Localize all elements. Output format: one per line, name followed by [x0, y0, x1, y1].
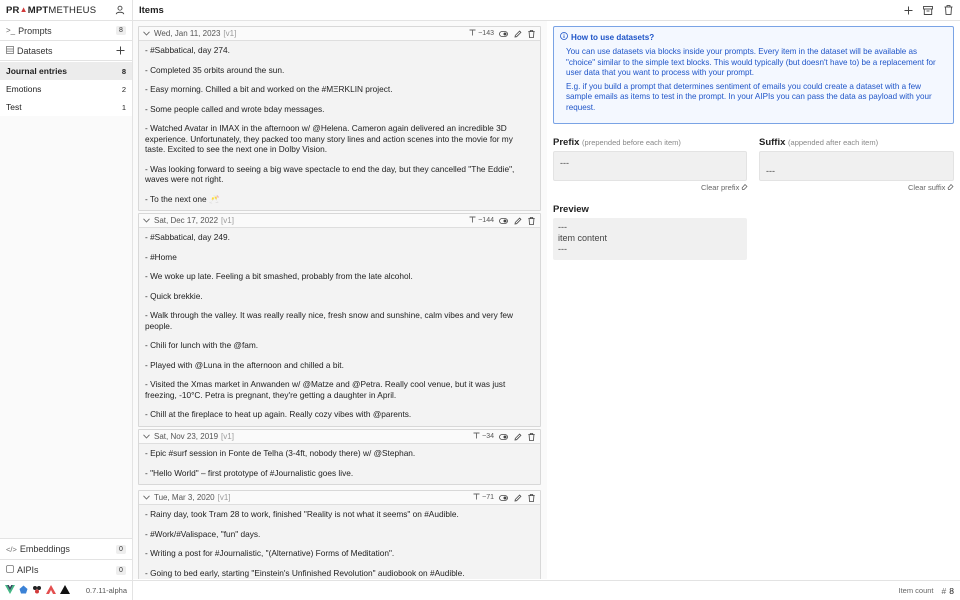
items-list[interactable] — [133, 21, 547, 579]
item-line: - #Sabbatical, day 274. — [145, 45, 230, 55]
nuxt-icon[interactable] — [46, 585, 56, 596]
hash-icon: # — [941, 585, 947, 596]
dataset-count: 8 — [121, 66, 126, 76]
suffix-hint: (appended after each item) — [788, 138, 879, 147]
token-icon — [469, 29, 476, 38]
item-date: Tue, Mar 3, 2020 — [154, 493, 215, 502]
eraser-icon — [947, 183, 954, 192]
dataset-count: 1 — [121, 102, 126, 112]
trash-icon[interactable] — [527, 432, 536, 441]
item-tools — [469, 29, 536, 38]
token-icon — [473, 493, 480, 502]
item-line: - "Hello World" – first prototype of #Journalistic goes live. — [145, 467, 354, 478]
toggle-icon[interactable] — [499, 216, 508, 225]
item-line: - Rainy day, took Tram 28 to work, finished "Reality is not what it seems" on #Audible. — [145, 509, 459, 519]
trash-icon[interactable] — [942, 4, 954, 16]
item-version: [v1] — [217, 493, 231, 502]
app-logo[interactable]: PR▲MPTMETHEUS — [6, 4, 97, 16]
item-line: - Watched Avatar in IMAX in the afternoon w/ @Helena. Cameron again delivered an incredible 3D experience. Unfortunately, they packed too many story lines and action scenes into the movie for my taste. Excited to see the next one in Dolby Vision. — [145, 123, 513, 154]
token-count — [473, 432, 494, 441]
app-version: 0.7.11-alpha — [85, 586, 127, 595]
sidebar-item-label: Datasets — [17, 45, 53, 56]
token-count-value: ~71 — [482, 494, 494, 501]
archive-icon[interactable] — [922, 4, 934, 16]
item-tools — [469, 216, 536, 225]
clear-suffix-label: Clear suffix — [908, 183, 946, 192]
trash-icon[interactable] — [527, 216, 536, 225]
dataset-list — [0, 61, 132, 116]
item-line: - Chill at the fireplace to heat up again. Really cozy vibes with @parents. — [145, 409, 412, 419]
preview-box — [553, 218, 747, 260]
item-line: - Completed 35 orbits around the sun. — [145, 64, 285, 75]
user-icon[interactable] — [114, 4, 126, 16]
item-line: - Easy morning. Chilled a bit and worked on the #MΞRKLIN project. — [145, 84, 393, 94]
info-icon — [560, 32, 568, 43]
clear-suffix-button[interactable] — [908, 183, 954, 192]
item-header[interactable] — [139, 430, 540, 444]
item-date: Wed, Jan 11, 2023 — [154, 29, 221, 38]
add-item-button[interactable] — [902, 4, 914, 16]
item-line: - Walk through the valley. It was really really nice, fresh snow and sunshine, calm vibes and very few people. — [145, 310, 513, 331]
toggle-icon[interactable] — [499, 29, 508, 38]
brand-row — [0, 0, 132, 21]
item-content[interactable] — [139, 505, 540, 579]
edit-icon[interactable] — [513, 493, 522, 502]
chevron-down-icon[interactable] — [143, 432, 151, 441]
item-content[interactable] — [139, 444, 540, 484]
item-version: [v1] — [221, 216, 234, 225]
suffix-label: Suffix (appended after each item) — [759, 137, 879, 148]
clear-prefix-button[interactable] — [701, 183, 748, 192]
item-line: - Chili for lunch with the @fam. — [145, 340, 259, 350]
dataset-label: Journal entries — [6, 66, 67, 76]
page-title: Items — [139, 4, 164, 16]
triangle-icon[interactable] — [60, 585, 70, 596]
item-content[interactable] — [139, 41, 540, 210]
edit-icon[interactable] — [513, 29, 522, 38]
item-count — [942, 586, 954, 596]
chevron-down-icon[interactable] — [143, 216, 151, 225]
dataset-item-test[interactable] — [0, 98, 132, 116]
api-icon — [6, 565, 14, 575]
item-header[interactable] — [139, 27, 540, 41]
info-paragraph: E.g. if you build a prompt that determines sentiment of emails you could create a dataset with a few sample emails as items to test in the prompt. In your AIPIs you can pass the data as payload with your request. — [566, 82, 932, 112]
item-tools — [473, 493, 536, 502]
item-header[interactable] — [139, 214, 540, 228]
sidebar — [0, 0, 133, 600]
suffix-input[interactable]: --- — [759, 151, 954, 181]
dataset-item-emotions[interactable] — [0, 80, 132, 98]
item-card — [138, 429, 541, 485]
count-badge: 8 — [116, 26, 126, 35]
chevron-down-icon[interactable] — [143, 493, 151, 502]
sidebar-item-label: AIPIs — [17, 565, 39, 575]
edit-icon[interactable] — [513, 432, 522, 441]
terminal-icon: >_ — [6, 26, 16, 35]
count-badge: 0 — [116, 545, 126, 554]
info-title — [560, 32, 947, 43]
edit-icon[interactable] — [513, 216, 522, 225]
item-card — [138, 26, 541, 211]
token-count-value: ~34 — [482, 433, 494, 440]
sidebar-item-label: Embeddings — [19, 544, 70, 554]
item-line: - We woke up late. Feeling a bit smashed, probably from the late alcohol. — [145, 271, 413, 281]
status-bar — [133, 580, 960, 600]
item-line: - #Sabbatical, day 249. — [145, 232, 230, 242]
preview-line: --- — [558, 244, 567, 254]
logo-triangle-icon: ▲ — [19, 4, 28, 14]
item-line: - #Work/#Valispace, "fun" days. — [145, 528, 261, 539]
info-title-text: How to use datasets? — [571, 32, 655, 42]
trash-icon[interactable] — [527, 493, 536, 502]
token-count — [473, 493, 494, 502]
token-count-value: ~144 — [478, 217, 494, 224]
dataset-label: Emotions — [6, 84, 42, 94]
info-paragraph: You can use datasets via blocks inside your prompts. Every item in the dataset will be available as "choice" similar to the simple text blocks. This would typically (but doesn't have to) be a replacement for user data that you want to process with your prompt. — [566, 47, 936, 77]
item-header[interactable] — [139, 491, 540, 505]
prefix-hint: (prepended before each item) — [582, 138, 681, 147]
item-line: - Some people called and wrote bday messages. — [145, 103, 325, 114]
dataset-item-journal-entries[interactable] — [0, 62, 132, 80]
token-count-value: ~143 — [478, 30, 494, 37]
preview-line: --- — [558, 222, 567, 232]
count-badge: 0 — [116, 566, 126, 575]
dataset-count: 2 — [121, 84, 126, 94]
sidebar-footer — [0, 580, 132, 600]
sidebar-item-datasets[interactable] — [0, 41, 132, 61]
item-line: - Visited the Xmas market in Anwanden w/ @Matze and @Petra. Really cool venue, but it was just freezing, -10°C. Petra is pregnant, they're getting a daughter in April. — [145, 379, 506, 400]
header-actions — [902, 4, 954, 16]
item-card — [138, 213, 541, 427]
item-line: - Played with @Luna in the afternoon and chilled a bit. — [145, 359, 344, 370]
item-line: - Epic #surf session in Fonte de Telha (3-4ft, nobody there) w/ @Stephan. — [145, 448, 416, 458]
preview-label: Preview — [553, 204, 589, 215]
sidebar-item-embeddings[interactable] — [0, 538, 132, 559]
prefix-input[interactable]: --- — [553, 151, 747, 181]
item-count-value: 8 — [949, 585, 954, 596]
sidebar-item-prompts[interactable] — [0, 21, 132, 41]
main-header — [133, 0, 960, 21]
item-content[interactable] — [139, 228, 540, 426]
sidebar-item-aipis[interactable] — [0, 559, 132, 580]
token-count — [469, 29, 494, 38]
item-line: - #Home — [145, 251, 177, 262]
token-icon — [473, 432, 480, 441]
sidebar-bottom — [0, 538, 132, 580]
item-date: Sat, Nov 23, 2019 — [154, 432, 219, 441]
paw-icon[interactable] — [19, 585, 28, 596]
eraser-icon — [741, 183, 748, 192]
sidebar-item-label: Prompts — [18, 25, 52, 36]
item-card — [138, 490, 541, 579]
table-icon — [6, 46, 14, 56]
dataset-label: Test — [6, 102, 22, 112]
code-icon: </> — [6, 544, 17, 554]
toggle-icon[interactable] — [499, 432, 508, 441]
item-line: - Writing a post for #Journalistic, "(Alternative) Forms of Meditation". — [145, 548, 395, 558]
item-count-label: Item count — [898, 586, 934, 595]
prefix-label: Prefix (prepended before each item) — [553, 137, 681, 148]
item-line: - Going to bed early, starting "Einstein's Unfinished Revolution" audiobook on #Audible. — [145, 567, 465, 578]
community-icon[interactable] — [32, 585, 42, 596]
vue-logo-icon[interactable] — [5, 585, 15, 596]
token-count — [469, 216, 494, 225]
info-box — [553, 26, 954, 124]
trash-icon[interactable] — [527, 29, 536, 38]
item-tools — [473, 432, 536, 441]
chevron-down-icon[interactable] — [143, 29, 151, 38]
item-line: - Quick brekkie. — [145, 290, 203, 301]
token-icon — [469, 216, 476, 225]
preview-line: item content — [558, 233, 608, 243]
add-dataset-button[interactable] — [114, 45, 126, 57]
item-line: - To the next one 🥂 — [145, 193, 220, 204]
item-version: [v1] — [221, 432, 234, 441]
clear-prefix-label: Clear prefix — [701, 183, 740, 192]
toggle-icon[interactable] — [499, 493, 508, 502]
item-version: [v1] — [223, 29, 237, 38]
item-date: Sat, Dec 17, 2022 — [154, 216, 219, 225]
item-line: - Was looking forward to seeing a big wave spectacle to end the day, but they cancelled "The Eddie", waves were not right. — [145, 163, 515, 184]
